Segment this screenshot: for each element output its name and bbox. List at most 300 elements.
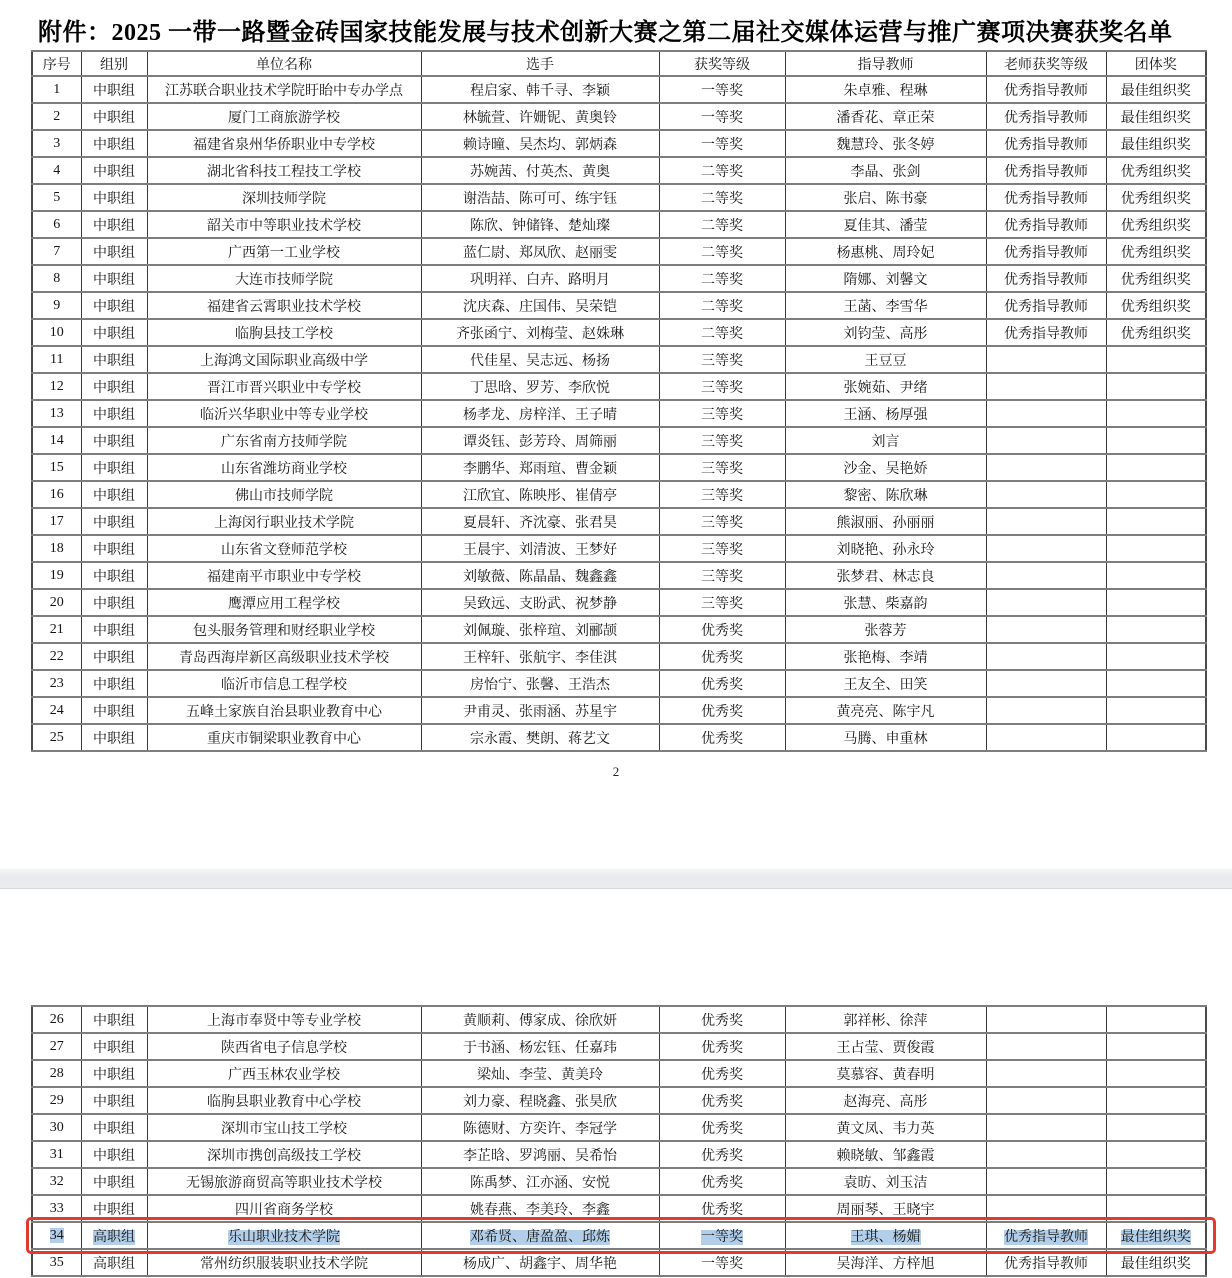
cell-text: 中职组 — [93, 1013, 135, 1029]
cell-contestants — [421, 1087, 659, 1114]
cell-text: 袁昉、刘玉洁 — [843, 1175, 928, 1191]
cell-teacher_award — [986, 1087, 1106, 1114]
cell-text: 10 — [49, 324, 64, 340]
cell-no — [32, 1114, 81, 1141]
table-row — [32, 724, 1206, 751]
cell-group — [81, 1087, 147, 1114]
cell-no — [32, 238, 81, 265]
cell-text: 临朐县职业教育中心学校 — [207, 1094, 361, 1110]
cell-no — [32, 211, 81, 238]
cell-text: 优秀指导教师 — [1004, 326, 1088, 342]
selected-text: 高职组 — [93, 1229, 135, 1245]
cell-contestants — [421, 184, 659, 211]
cell-unit — [147, 1168, 421, 1195]
cell-text: 黄亮亮、陈宇凡 — [836, 704, 935, 720]
cell-teacher_award — [986, 535, 1106, 562]
cell-no — [32, 292, 81, 319]
cell-text: 蓝仁尉、郑凤欣、赵丽雯 — [463, 245, 617, 261]
cell-award — [659, 724, 785, 751]
cell-contestants — [421, 346, 659, 373]
cell-teacher_award — [986, 454, 1106, 481]
table-row — [32, 508, 1206, 535]
cell-text: 5 — [53, 189, 61, 205]
cell-teacher_award — [986, 1006, 1106, 1033]
cell-contestants — [421, 508, 659, 535]
cell-contestants — [421, 454, 659, 481]
cell-team_award — [1106, 319, 1206, 346]
cell-no — [32, 562, 81, 589]
cell-team_award — [1106, 508, 1206, 535]
table-row — [32, 157, 1206, 184]
table-row — [32, 265, 1206, 292]
cell-award — [659, 346, 785, 373]
cell-group — [81, 643, 147, 670]
cell-teachers — [785, 697, 986, 724]
cell-contestants — [421, 562, 659, 589]
cell-group — [81, 211, 147, 238]
cell-teacher_award — [986, 292, 1106, 319]
cell-text: 魏慧玲、张冬婷 — [836, 137, 935, 153]
cell-award — [659, 562, 785, 589]
cell-teachers — [785, 616, 986, 643]
cell-text: 中职组 — [93, 569, 135, 585]
cell-teacher_award — [986, 616, 1106, 643]
cell-group — [81, 103, 147, 130]
cell-text: 16 — [49, 486, 64, 502]
cell-text: 福建南平市职业中专学校 — [207, 569, 361, 585]
cell-text: 包头服务管理和财经职业学校 — [193, 623, 375, 639]
cell-no — [32, 724, 81, 751]
cell-text: 13 — [49, 405, 64, 421]
cell-text: 张启、陈书豪 — [843, 191, 928, 207]
cell-teachers — [785, 643, 986, 670]
cell-text: 优秀奖 — [701, 1202, 743, 1218]
cell-teachers — [785, 76, 986, 103]
selected-text: 邓希贤、唐盈盈、邱炼 — [470, 1229, 610, 1245]
cell-no — [32, 346, 81, 373]
cell-group — [81, 265, 147, 292]
cell-team_award — [1106, 670, 1206, 697]
cell-text: 优秀指导教师 — [1004, 83, 1088, 99]
cell-text: 鹰潭应用工程学校 — [228, 596, 340, 612]
cell-unit — [147, 697, 421, 724]
cell-team_award — [1106, 1006, 1206, 1033]
cell-contestants — [421, 1060, 659, 1087]
cell-unit — [147, 76, 421, 103]
cell-teacher_award — [986, 481, 1106, 508]
table-row — [32, 643, 1206, 670]
cell-text: 优秀组织奖 — [1120, 272, 1191, 288]
cell-text: 优秀组织奖 — [1120, 299, 1191, 315]
cell-no — [32, 616, 81, 643]
cell-text: 12 — [49, 378, 64, 394]
cell-unit — [147, 670, 421, 697]
cell-unit — [147, 616, 421, 643]
cell-text: 三等奖 — [701, 488, 743, 504]
cell-teacher_award — [986, 265, 1106, 292]
column-header-team_award: 团体奖 — [1106, 51, 1206, 76]
cell-group — [81, 1060, 147, 1087]
cell-text: 4 — [53, 162, 61, 178]
cell-teacher_award — [986, 238, 1106, 265]
cell-unit — [147, 481, 421, 508]
cell-text: 优秀奖 — [701, 1121, 743, 1137]
cell-text: 中职组 — [93, 1121, 135, 1137]
cell-text: 优秀组织奖 — [1120, 326, 1191, 342]
cell-text: 中职组 — [93, 353, 135, 369]
cell-no — [32, 157, 81, 184]
cell-text: 三等奖 — [701, 353, 743, 369]
cell-text: 林毓萱、许姗铌、黄奥铃 — [463, 110, 617, 126]
cell-team_award — [1106, 157, 1206, 184]
table-row — [32, 670, 1206, 697]
cell-text: 中职组 — [93, 272, 135, 288]
cell-contestants — [421, 535, 659, 562]
cell-teachers — [785, 1060, 986, 1087]
cell-contestants — [421, 1141, 659, 1168]
cell-text: 35 — [49, 1254, 64, 1270]
cell-text: 重庆市铜梁职业教育中心 — [207, 731, 361, 747]
cell-text: 8 — [53, 270, 61, 286]
cell-award — [659, 103, 785, 130]
column-header-group: 组别 — [81, 51, 147, 76]
cell-text: 优秀奖 — [701, 1013, 743, 1029]
cell-unit — [147, 400, 421, 427]
cell-teachers — [785, 562, 986, 589]
cell-contestants — [421, 427, 659, 454]
cell-award — [659, 400, 785, 427]
cell-text: 上海鸿文国际职业高级中学 — [200, 353, 368, 369]
cell-text: 厦门工商旅游学校 — [228, 110, 340, 126]
table-row — [32, 238, 1206, 265]
cell-no — [32, 1033, 81, 1060]
cell-text: 中职组 — [93, 515, 135, 531]
column-header-award: 获奖等级 — [659, 51, 785, 76]
cell-text: 优秀奖 — [701, 1094, 743, 1110]
cell-text: 陈欣、钟储锋、楚灿璨 — [470, 218, 610, 234]
cell-teachers — [785, 157, 986, 184]
cell-text: 中职组 — [93, 407, 135, 423]
cell-unit — [147, 724, 421, 751]
cell-text: 李芷晗、罗鸿丽、吴希怡 — [463, 1148, 617, 1164]
cell-text: 中职组 — [93, 218, 135, 234]
cell-award — [659, 481, 785, 508]
cell-group — [81, 697, 147, 724]
cell-text: 中职组 — [93, 380, 135, 396]
cell-team_award — [1106, 481, 1206, 508]
cell-text: 优秀组织奖 — [1120, 191, 1191, 207]
table-row — [32, 697, 1206, 724]
cell-text: 优秀指导教师 — [1004, 191, 1088, 207]
cell-text: 无锡旅游商贸高等职业技术学校 — [186, 1175, 382, 1191]
cell-text: 王友全、田笑 — [843, 677, 928, 693]
cell-team_award — [1106, 454, 1206, 481]
column-header-unit: 单位名称 — [147, 51, 421, 76]
selected-text: 一等奖 — [701, 1229, 743, 1245]
cell-teachers — [785, 346, 986, 373]
cell-unit — [147, 130, 421, 157]
cell-teacher_award — [986, 346, 1106, 373]
cell-no — [32, 589, 81, 616]
cell-text: 优秀奖 — [701, 1040, 743, 1056]
cell-text: 29 — [49, 1092, 64, 1108]
cell-text: 优秀组织奖 — [1120, 218, 1191, 234]
cell-group — [81, 508, 147, 535]
cell-no — [32, 643, 81, 670]
cell-text: 谢浩喆、陈可可、练宇钰 — [463, 191, 617, 207]
cell-text: 优秀指导教师 — [1004, 272, 1088, 288]
cell-text: 6 — [53, 216, 61, 232]
cell-team_award — [1106, 616, 1206, 643]
table-row — [32, 1141, 1206, 1168]
cell-award — [659, 76, 785, 103]
cell-teachers — [785, 724, 986, 751]
cell-no — [32, 1141, 81, 1168]
cell-text: 32 — [49, 1173, 64, 1189]
cell-text: 夏佳其、潘莹 — [843, 218, 928, 234]
cell-text: 三等奖 — [701, 380, 743, 396]
cell-contestants — [421, 211, 659, 238]
cell-text: 福建省云霄职业技术学校 — [207, 299, 361, 315]
cell-group — [81, 184, 147, 211]
cell-award — [659, 1033, 785, 1060]
cell-teachers — [785, 1006, 986, 1033]
cell-no — [32, 103, 81, 130]
cell-group — [81, 589, 147, 616]
table-row — [32, 292, 1206, 319]
cell-text: 黄文凤、韦力英 — [836, 1121, 935, 1137]
cell-text: 中职组 — [93, 434, 135, 450]
cell-text: 中职组 — [93, 623, 135, 639]
cell-text: 二等奖 — [701, 326, 743, 342]
cell-text: 谭炎钰、彭芳玲、周筛丽 — [463, 434, 617, 450]
cell-text: 优秀指导教师 — [1004, 1256, 1088, 1272]
cell-teacher_award — [986, 1168, 1106, 1195]
cell-teachers — [785, 400, 986, 427]
cell-text: 陈禹梦、江亦涵、安悦 — [470, 1175, 610, 1191]
cell-text: 刘言 — [871, 434, 900, 450]
cell-text: 湖北省科技工程技工学校 — [207, 164, 361, 180]
cell-no — [32, 1087, 81, 1114]
cell-text: 赖晓敏、邹鑫霞 — [836, 1148, 935, 1164]
cell-text: 熊淑丽、孙丽丽 — [836, 515, 935, 531]
cell-teacher_award — [986, 643, 1106, 670]
selected-text: 乐山职业技术学院 — [228, 1229, 340, 1245]
cell-unit — [147, 535, 421, 562]
cell-team_award — [1106, 211, 1206, 238]
cell-unit — [147, 589, 421, 616]
cell-text: 张艳梅、李靖 — [843, 650, 928, 666]
cell-text: 1 — [53, 81, 61, 97]
cell-text: 三等奖 — [701, 407, 743, 423]
cell-text: 7 — [53, 243, 61, 259]
cell-text: 28 — [49, 1065, 64, 1081]
table-row — [32, 103, 1206, 130]
cell-text: 梁灿、李莹、黄美玲 — [477, 1067, 603, 1083]
cell-team_award — [1106, 1141, 1206, 1168]
cell-unit — [147, 1114, 421, 1141]
cell-team_award — [1106, 562, 1206, 589]
cell-contestants — [421, 130, 659, 157]
cell-text: 优秀指导教师 — [1004, 137, 1088, 153]
cell-teachers — [785, 103, 986, 130]
cell-text: 中职组 — [93, 83, 135, 99]
cell-text: 广东省南方技师学院 — [221, 434, 347, 450]
cell-contestants — [421, 589, 659, 616]
cell-text: 中职组 — [93, 1175, 135, 1191]
cell-text: 陈德财、方奕许、李冠学 — [463, 1121, 617, 1137]
cell-teacher_award — [986, 724, 1106, 751]
cell-group — [81, 400, 147, 427]
cell-teachers — [785, 319, 986, 346]
cell-award — [659, 1087, 785, 1114]
cell-contestants — [421, 373, 659, 400]
cell-text: 中职组 — [93, 1202, 135, 1218]
cell-group — [81, 427, 147, 454]
cell-no — [32, 427, 81, 454]
cell-text: 中职组 — [93, 542, 135, 558]
cell-award — [659, 157, 785, 184]
cell-text: 优秀指导教师 — [1004, 164, 1088, 180]
cell-text: 中职组 — [93, 704, 135, 720]
cell-group — [81, 1168, 147, 1195]
cell-award — [659, 265, 785, 292]
cell-award — [659, 508, 785, 535]
cell-text: 宗永霞、樊朗、蒋艺文 — [470, 731, 610, 747]
cell-text: 巩明祥、白卉、路明月 — [470, 272, 610, 288]
column-header-teachers: 指导教师 — [785, 51, 986, 76]
cell-text: 上海市奉贤中等专业学校 — [207, 1013, 361, 1029]
cell-text: 常州纺织服装职业技术学院 — [200, 1256, 368, 1272]
page-break-separator — [0, 868, 1232, 889]
cell-text: 江苏联合职业技术学院盱眙中专办学点 — [165, 83, 403, 99]
cell-text: 五峰土家族自治县职业教育中心 — [186, 704, 382, 720]
cell-text: 四川省商务学校 — [235, 1202, 333, 1218]
cell-text: 3 — [53, 135, 61, 151]
cell-group — [81, 481, 147, 508]
cell-unit — [147, 373, 421, 400]
cell-text: 杨孝龙、房梓洋、王子晴 — [463, 407, 617, 423]
cell-text: 山东省潍坊商业学校 — [221, 461, 347, 477]
cell-award — [659, 1141, 785, 1168]
cell-team_award — [1106, 373, 1206, 400]
cell-text: 吴海洋、方梓旭 — [836, 1256, 935, 1272]
cell-no — [32, 454, 81, 481]
cell-teacher_award — [986, 508, 1106, 535]
cell-team_award — [1106, 697, 1206, 724]
cell-team_award — [1106, 1168, 1206, 1195]
cell-text: 苏婉茜、付英杰、黄奥 — [470, 164, 610, 180]
cell-team_award — [1106, 76, 1206, 103]
table-row — [32, 76, 1206, 103]
cell-unit — [147, 1060, 421, 1087]
table-row — [32, 454, 1206, 481]
table-row — [32, 1087, 1206, 1114]
cell-text: 11 — [50, 351, 64, 367]
cell-team_award — [1106, 292, 1206, 319]
cell-unit — [147, 211, 421, 238]
cell-text: 吴致远、支盼武、祝梦静 — [463, 596, 617, 612]
cell-unit — [147, 184, 421, 211]
cell-group — [81, 157, 147, 184]
cell-award — [659, 211, 785, 238]
cell-award — [659, 589, 785, 616]
cell-contestants — [421, 697, 659, 724]
cell-award — [659, 643, 785, 670]
cell-teacher_award — [986, 427, 1106, 454]
cell-text: 高职组 — [93, 1256, 135, 1272]
cell-text: 夏晨轩、齐沈豪、张君昊 — [463, 515, 617, 531]
cell-text: 中职组 — [93, 461, 135, 477]
cell-team_award — [1106, 400, 1206, 427]
cell-contestants — [421, 157, 659, 184]
cell-contestants — [421, 265, 659, 292]
cell-teacher_award — [986, 1141, 1106, 1168]
cell-group — [81, 1006, 147, 1033]
cell-group — [81, 1033, 147, 1060]
cell-text: 山东省文登师范学校 — [221, 542, 347, 558]
cell-text: 赵海亮、高彤 — [843, 1094, 928, 1110]
table-row — [32, 481, 1206, 508]
cell-no — [32, 1006, 81, 1033]
cell-no — [32, 373, 81, 400]
cell-award — [659, 427, 785, 454]
cell-teacher_award — [986, 211, 1106, 238]
cell-award — [659, 130, 785, 157]
cell-text: 周丽琴、王晓宇 — [836, 1202, 935, 1218]
cell-no — [32, 508, 81, 535]
cell-teacher_award — [986, 157, 1106, 184]
cell-teacher_award — [986, 373, 1106, 400]
page-number: 2 — [612, 764, 620, 779]
cell-text: 三等奖 — [701, 515, 743, 531]
cell-text: 福建省泉州华侨职业中专学校 — [193, 137, 375, 153]
cell-text: 优秀组织奖 — [1120, 245, 1191, 261]
cell-contestants — [421, 103, 659, 130]
cell-text: 临沂兴华职业中等专业学校 — [200, 407, 368, 423]
cell-text: 王涵、杨厚强 — [843, 407, 928, 423]
selected-text: 王琪、杨媚 — [850, 1229, 921, 1245]
cell-group — [81, 1141, 147, 1168]
cell-no — [32, 400, 81, 427]
cell-unit — [147, 346, 421, 373]
cell-text: 中职组 — [93, 677, 135, 693]
cell-no — [32, 1168, 81, 1195]
cell-text: 27 — [49, 1038, 64, 1054]
cell-text: 9 — [53, 297, 61, 313]
cell-award — [659, 535, 785, 562]
cell-no — [32, 184, 81, 211]
cell-teachers — [785, 373, 986, 400]
column-header-teacher_award: 老师获奖等级 — [986, 51, 1106, 76]
cell-text: 21 — [49, 621, 64, 637]
cell-teachers — [785, 508, 986, 535]
table-row — [32, 184, 1206, 211]
cell-team_award — [1106, 724, 1206, 751]
cell-contestants — [421, 76, 659, 103]
cell-text: 中职组 — [93, 137, 135, 153]
cell-group — [81, 535, 147, 562]
cell-text: 隋娜、刘馨文 — [843, 272, 928, 288]
cell-text: 三等奖 — [701, 461, 743, 477]
cell-team_award — [1106, 589, 1206, 616]
cell-teacher_award — [986, 76, 1106, 103]
cell-unit — [147, 103, 421, 130]
cell-contestants — [421, 319, 659, 346]
cell-text: 张慧、柴嘉韵 — [843, 596, 928, 612]
cell-text: 中职组 — [93, 326, 135, 342]
cell-contestants — [421, 724, 659, 751]
